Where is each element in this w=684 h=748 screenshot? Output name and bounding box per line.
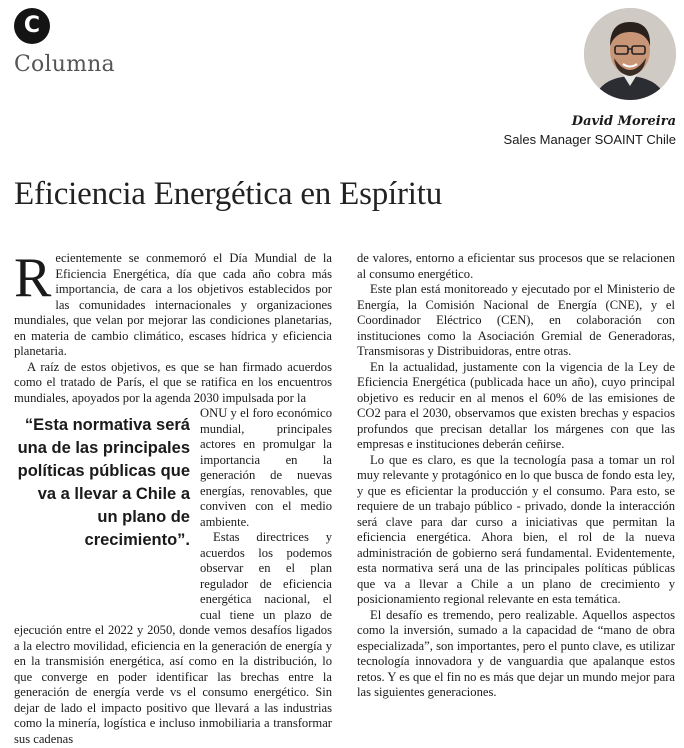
paragraph-text: ONU y el foro económico mundial, principales actores en promulgar la importancia en la generación de nuevas energías, renovables, que conviven con el medio ambiente. <box>200 406 332 529</box>
pull-quote: “Esta normativa será una de las principales políticas públicas que va a llevar a Chile a un plano de crecimiento”. <box>17 416 190 549</box>
drop-cap: R <box>14 247 52 309</box>
article-column-right <box>357 251 675 701</box>
section-label: Columna <box>14 52 115 77</box>
paragraph: Estas directrices y acuerdos los podemos observar en el plan regulador de eficiencia energética nacional, el cual tiene un plazo de ejecución entre el 2022 y 2050, donde vemos desafíos ligados a la electro movilidad, eficiencia en la generación de energía y en la transmisión energética, así como en la distribución, lo que converge en poder identificar las brechas entre la generación de energía verde vs el consumo energético. Sin dejar de lado el impacto positivo que llevará a las industrias como la minería, logística e incluso inmobiliaria a transformar sus cadenas <box>14 530 332 746</box>
article-column-left <box>14 247 332 747</box>
paragraph-text: ecientemente se conmemoró el Día Mundial de la Eficiencia Energética, día que cada año cobra más importancia, de cara a los objetivos establecidos por las comunidades internacionales y organizaciones mundiales, que velan por mejorar las condiciones planetarias, en materia de cambio climático, escases hídrica y eficiencia planetaria. <box>14 251 332 358</box>
paragraph: Lo que es claro, es que la tecnología pasa a tomar un rol muy relevante y protagónico en lo que busca de fondo esta ley, y que es eficientar la producción y el consumo. Para esto, se requiere de un trabajo público - privado, donde la interacción será clave para dar curso a iniciativas que permitan la eficiencia energética. Ahora bien, el rol de la nueva administración de gobierno será fundamental. Evidentemente, esta normativa será una de las principales políticas públicas que va a llevar a Chile a un plano de crecimiento y posicionamiento regional relevante en esta temática. <box>357 452 675 606</box>
paragraph-text: A raíz de estos objetivos, es que se han firmado acuerdos como el tratado de París, el que se ratifica en los encuentros mundiales, apoyados por la agenda 2030 impulsada por la <box>14 359 332 405</box>
author-name: David Moreira <box>571 114 676 129</box>
column-badge: C <box>14 8 50 44</box>
author-photo <box>584 8 676 100</box>
paragraph <box>14 360 332 407</box>
author-portrait-icon <box>584 8 676 100</box>
paragraph: En la actualidad, justamente con la vigencia de la Ley de Eficiencia Energética (publicada hace un año), cuyo principal objetivo es reducir en al menos el 60% de las emisiones de CO2 para el 2030, observamos que existen brechas y espacios profundos que precisan detallar los márgenes con que las empresas e instituciones deberán ceñirse. <box>357 359 675 451</box>
paragraph: Este plan está monitoreado y ejecutado por el Ministerio de Energía, la Comisión Nacional de Energía (CNE), y el Coordinador Eléctrico (CEN), en colaboración con instituciones como la Asociación Gremial de Generadoras, Transmisoras y Distribuidoras, entre otras. <box>357 282 675 358</box>
article-title: Eficiencia Energética en Espíritu <box>14 176 443 212</box>
paragraph: de valores, entorno a eficientar sus procesos que se relacionen al consumo energético. <box>357 251 675 281</box>
paragraph: El desafío es tremendo, pero realizable. Aquellos aspectos como la inversión, sumado a la capacidad de “mano de obra especializada”, son importantes, pero el punto clave, es utilizar tecnología innovadora y de vanguardia que apalanque estos retos. Y es que el fin no es más que dejar un mundo mejor para las siguientes generaciones. <box>357 607 675 699</box>
author-role: Sales Manager SOAINT Chile <box>503 132 676 147</box>
paragraph <box>14 247 332 360</box>
